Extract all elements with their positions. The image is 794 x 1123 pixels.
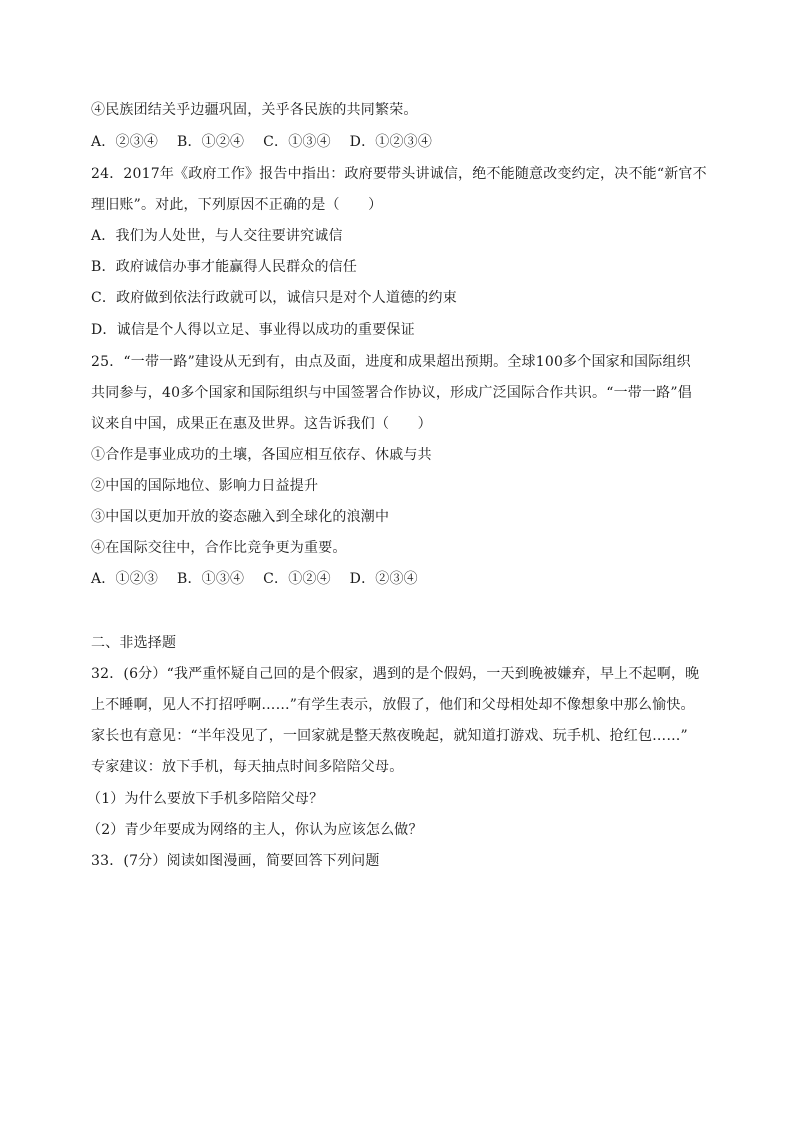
q25-option-3: ③中国以更加开放的姿态融入到全球化的浪潮中 — [91, 509, 390, 525]
q24-stem-line-1: 24．2017年《政府工作》报告中指出：政府要带头讲诚信，绝不能随意改变约定，决不能“新官不 — [91, 166, 707, 182]
q25-option-1: ①合作是事业成功的土壤，各国应相互依存、休戚与共 — [91, 447, 432, 463]
section-heading: 二、非选择题 — [91, 635, 177, 651]
q24-choice-d: D．诚信是个人得以立足、事业得以成功的重要保证 — [91, 322, 415, 338]
q32-stem-line-3: 家长也有意见：“半年没见了，一回家就是整天熬夜晚起，就知道打游戏、玩手机、抢红包……” — [91, 728, 688, 744]
q24-choice-a: A．我们为人处世，与人交往要讲究诚信 — [91, 228, 343, 244]
q32-stem-line-4: 专家建议：放下手机，每天抽点时间多陪陪父母。 — [91, 759, 404, 775]
q24-choice-b: B．政府诚信办事才能赢得人民群众的信任 — [91, 259, 358, 275]
q32-stem-line-1: 32．(6分）“我严重怀疑自己回的是个假家，遇到的是个假妈，一天到晚被嫌弃，早上不起啊，晚 — [91, 666, 700, 682]
q25-stem-line-3: 议来自中国，成果正在惠及世界。这告诉我们（ ） — [91, 416, 432, 432]
q23-option-4: ④民族团结关乎边疆巩固，关乎各民族的共同繁荣。 — [91, 102, 418, 118]
q24-stem-line-2: 理旧账”。对此，下列原因不正确的是（ ） — [91, 197, 383, 213]
q25-option-2: ②中国的国际地位、影响力日益提升 — [91, 478, 319, 494]
q25-option-4: ④在国际交往中，合作比竞争更为重要。 — [91, 540, 347, 556]
q23-choices: A．②③④ B．①②④ C．①③④ D．①②③④ — [91, 134, 433, 150]
q32-stem-line-2: 上不睡啊，见人不打招呼啊……”有学生表示，放假了，他们和父母相处却不像想象中那么愉快。 — [91, 697, 695, 713]
q25-stem-line-1: 25．“一带一路”建设从无到有，由点及面，进度和成果超出预期。全球100多个国家和国际组织 — [91, 354, 691, 370]
q25-stem-line-2: 共同参与，40多个国家和国际组织与中国签署合作协议，形成广泛国际合作共识。“一带一路”倡 — [91, 385, 692, 401]
q24-choice-c: C．政府做到依法行政就可以，诚信只是对个人道德的约束 — [91, 290, 457, 306]
q25-choices: A．①②③ B．①③④ C．①②④ D．②③④ — [91, 571, 418, 587]
q32-sub-2: （2）青少年要成为网络的主人，你认为应该怎么做？ — [87, 822, 423, 838]
q33-stem: 33．(7分）阅读如图漫画，简要回答下列问题 — [91, 853, 380, 869]
q32-sub-1: （1）为什么要放下手机多陪陪父母？ — [87, 791, 324, 807]
